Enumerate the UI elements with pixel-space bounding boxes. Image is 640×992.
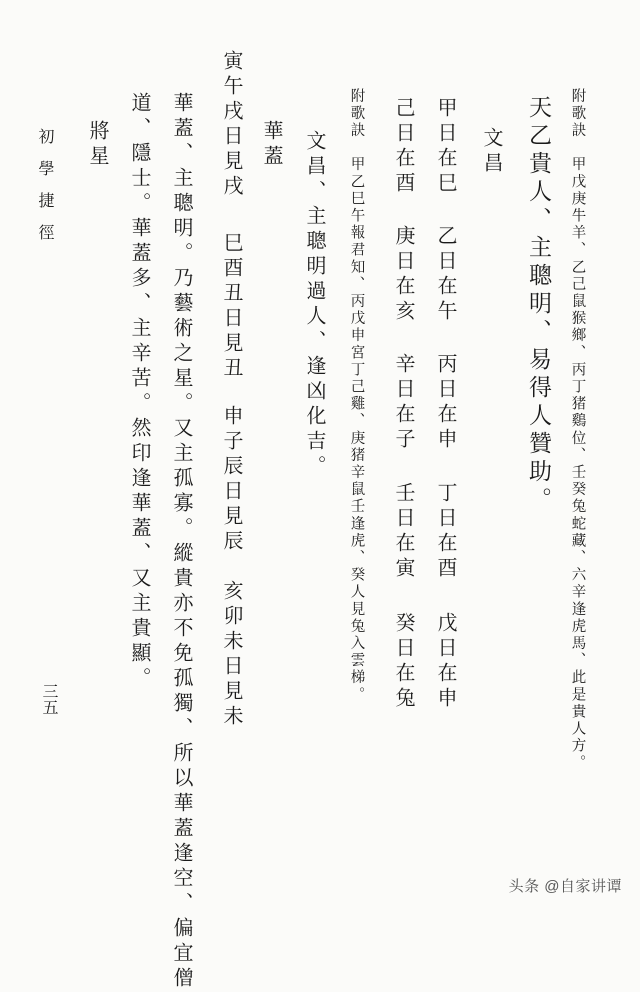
wenchang-ren: 壬日在寅 [392, 482, 416, 582]
verse-wenchang: 附歌訣 甲乙巳午報君知、丙戊申宮丁己雞、庚猪辛鼠壬逢虎、癸人見兔入雲梯。 [348, 88, 365, 704]
huagai-siyouchou: 巳酉丑日見丑 [220, 232, 244, 382]
margin-book-title: 初學捷徑 [36, 128, 55, 256]
heading-huagai: 華蓋 [260, 120, 284, 170]
wenchang-bing: 丙日在申 [434, 353, 458, 453]
wenchang-geng: 庚日在亥 [392, 225, 416, 325]
heading-jiangxing: 將星 [86, 120, 110, 170]
watermark-text: 头条 @自家讲谭 [508, 878, 622, 895]
tianyi-description: 天乙貴人、主聰明、易得人贊助。 [525, 95, 551, 515]
wenchang-gui: 癸日在兔 [392, 612, 416, 712]
heading-wenchang: 文昌 [480, 127, 504, 177]
huagai-description: 華蓋、主聰明。乃藝術之星。又主孤寡。縱貴亦不免孤獨、所以華蓋逢空、偏宜僧 [170, 92, 194, 992]
wenchang-ji: 己日在酉 [392, 97, 416, 197]
wenchang-xin: 辛日在子 [392, 353, 416, 453]
huagai-haimaowei: 亥卯未日見未 [220, 580, 244, 730]
huagai-description-cont: 道、隱士。華蓋多、主辛苦。然印逢華蓋、又主貴顯。 [128, 92, 152, 692]
wenchang-description: 文昌、主聰明過人、逢凶化吉。 [303, 130, 327, 480]
wenchang-ding: 丁日在酉 [434, 482, 458, 582]
huagai-shenzichen: 申子辰日見辰 [220, 405, 244, 555]
page-number: 三五 [40, 683, 59, 715]
wenchang-jia: 甲日在巳 [434, 97, 458, 197]
huagai-yinwuxu: 寅午戌日見戌 [220, 50, 244, 200]
watermark [509, 875, 622, 896]
wenchang-yi: 乙日在午 [434, 225, 458, 325]
verse-tianyi: 附歌訣 甲戊庚牛羊、乙己鼠猴鄉、丙丁猪鷄位、壬癸兔蛇藏、六辛逢虎馬、此是貴人方。 [569, 88, 586, 772]
wenchang-wu: 戊日在申 [434, 612, 458, 712]
